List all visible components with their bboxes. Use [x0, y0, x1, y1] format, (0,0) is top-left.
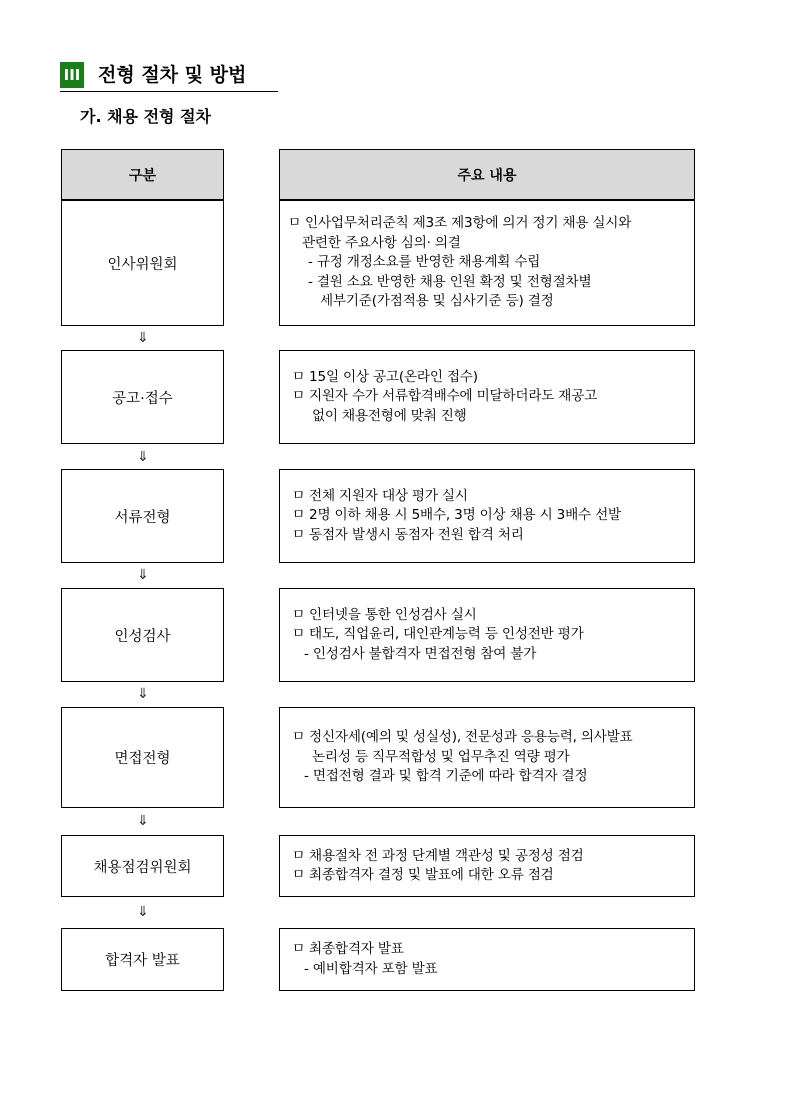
step-label-cell [61, 350, 224, 444]
step-content-cell [279, 469, 695, 563]
section-header [60, 60, 278, 92]
content-line: - 결원 소요 반영한 채용 인원 확정 및 전형절차별 [308, 273, 592, 290]
step-content-cell [279, 350, 695, 444]
content-line: ㅁ 최종합격자 결정 및 발표에 대한 오류 점검 [292, 867, 554, 883]
step-content-cell [279, 835, 695, 897]
step-label: 인성검사 [114, 628, 171, 645]
step-label: 합격자 발표 [105, 953, 180, 969]
content-line: ㅁ 인사업무처리준칙 제3조 제3항에 의거 정기 채용 실시와 [288, 215, 632, 232]
content-line: ㅁ 지원자 수가 서류합격배수에 미달하더라도 재공고 [292, 388, 598, 405]
content-line: - 규정 개정소요를 반영한 채용계획 수립 [308, 254, 541, 271]
content-line: - 예비합격자 포함 발표 [304, 960, 438, 977]
down-arrow-icon: ⇓ [137, 686, 149, 702]
step-label: 면접전형 [114, 751, 171, 767]
content-line: 논리성 등 직무적합성 및 업무추진 역량 평가 [312, 748, 570, 765]
section-title: 전형 절차 및 방법 [98, 64, 247, 86]
section-underline [60, 91, 278, 92]
step-label: 채용점검위원회 [93, 859, 192, 876]
content-line: - 면접전형 결과 및 합격 기준에 따라 합격자 결정 [304, 768, 588, 785]
header-label-content: 주요 내용 [457, 167, 517, 184]
content-line: ㅁ 정신자세(예의 및 성실성), 전문성과 응용능력, 의사발표 [292, 729, 633, 746]
step-label-cell [61, 928, 224, 991]
step-label-cell [61, 835, 224, 897]
content-line: ㅁ 태도, 직업윤리, 대인관계능력 등 인성전반 평가 [292, 626, 584, 643]
step-content-cell [279, 928, 695, 991]
content-line: 세부기준(가점적용 및 심사기준 등) 결정 [320, 293, 554, 310]
content-line: ㅁ 전체 지원자 대상 평가 실시 [292, 487, 468, 504]
content-line: ㅁ 최종합격자 발표 [292, 941, 404, 957]
step-label: 공고·접수 [112, 390, 173, 407]
step-content-cell [279, 588, 695, 682]
step-content-cell [279, 707, 695, 808]
section-number: III [60, 62, 84, 88]
header-cell-category [61, 149, 224, 200]
content-line: 관련한 주요사항 심의· 의결 [302, 234, 461, 251]
content-line: ㅁ 동점자 발생시 동점자 전원 합격 처리 [292, 526, 524, 543]
step-label-cell [61, 200, 224, 326]
down-arrow-icon: ⇓ [137, 330, 149, 346]
down-arrow-icon: ⇓ [137, 904, 149, 920]
down-arrow-icon: ⇓ [137, 449, 149, 465]
step-label-cell [61, 588, 224, 682]
header-label-category: 구분 [128, 167, 157, 184]
content-line: ㅁ 채용절차 전 과정 단계별 객관성 및 공정성 점검 [292, 847, 584, 864]
header-cell-content [279, 149, 695, 200]
step-label: 서류전형 [114, 509, 171, 526]
content-line: 없이 채용전형에 맞춰 진행 [312, 407, 467, 424]
step-label: 인사위원회 [107, 256, 178, 273]
step-label-cell [61, 707, 224, 808]
subsection-title: 가. 채용 전형 절차 [80, 107, 211, 126]
content-line: ㅁ 15일 이상 공고(온라인 접수) [292, 368, 478, 385]
content-line: ㅁ 2명 이하 채용 시 5배수, 3명 이상 채용 시 3배수 선발 [292, 507, 621, 524]
down-arrow-icon: ⇓ [137, 567, 149, 583]
content-line: ㅁ 인터넷을 통한 인성검사 실시 [292, 606, 477, 623]
down-arrow-icon: ⇓ [137, 813, 149, 829]
step-content-cell [279, 200, 695, 326]
content-line: - 인성검사 불합격자 면접전형 참여 불가 [304, 645, 537, 662]
step-label-cell [61, 469, 224, 563]
